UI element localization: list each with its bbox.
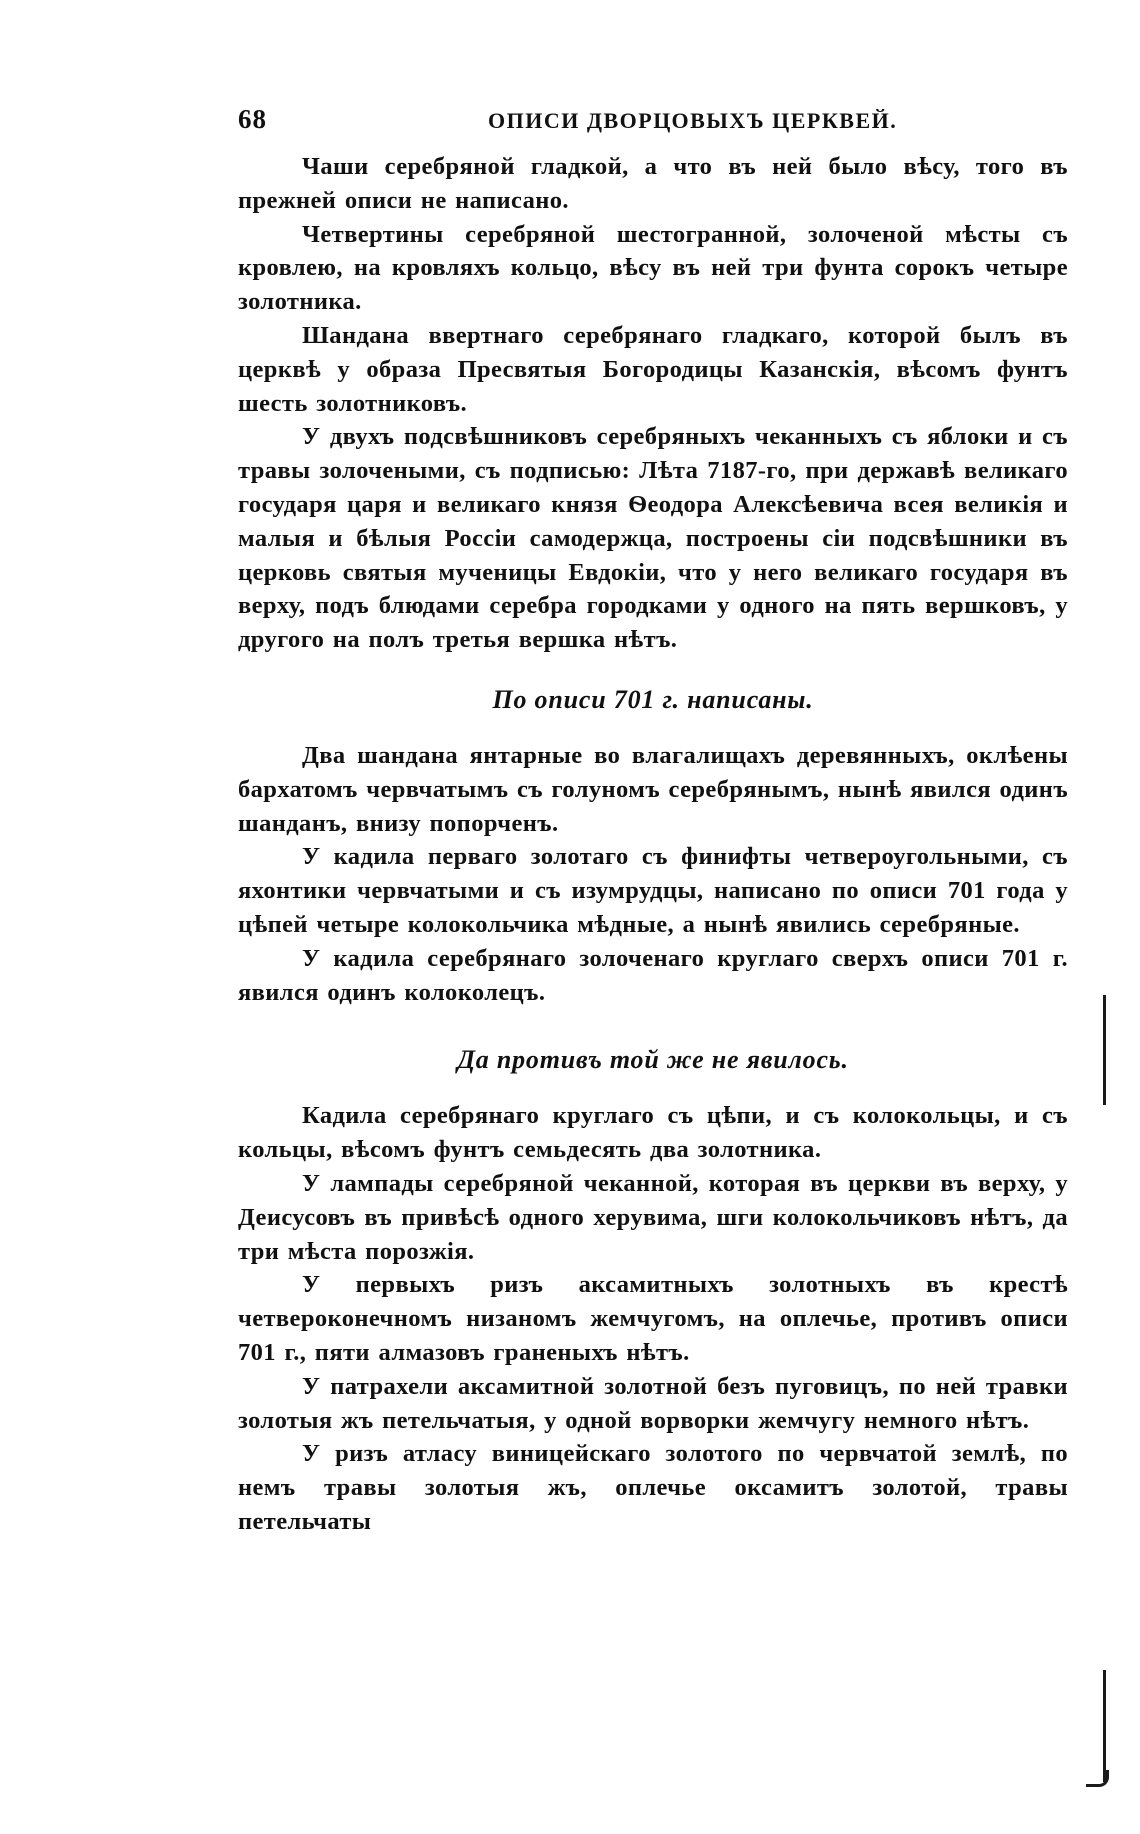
scan-edge-line (1103, 1670, 1106, 1782)
paragraph: Два шандана янтарные во влагалищахъ деревянныхъ, оклѣены бархатомъ червчатымъ съ голуномъ серебрянымъ, нынѣ явился одинъ шанданъ, внизу попорченъ. (238, 741, 1068, 837)
paragraph: У первыхъ ризъ аксамитныхъ золотныхъ въ крестѣ четвероконечномъ низаномъ жемчугомъ, на оплечье, противъ описи 701 г., пяти алмазовъ граненыхъ нѣтъ. (238, 1271, 1068, 1366)
paragraph: У кадила перваго золотаго съ финифты четвероугольными, съ яхонтики червчатыми и съ изумрудцы, написано по описи 701 года у цѣпей четыре колокольчика мѣдные, а нынѣ явились серебряные. (238, 843, 1068, 938)
section-subheading: Да противъ той же не явилось. (457, 1045, 849, 1075)
paragraph: У кадила серебрянаго золоченаго круглаго сверхъ описи 701 г. явился одинъ колоколецъ. (238, 944, 1068, 1006)
paragraph: У патрахели аксамитной золотной безъ пуговицъ, по ней травки золотыя жъ петельчатыя, у одной ворворки жемчугу немного нѣтъ. (238, 1372, 1068, 1434)
scan-edge-mark (1086, 1770, 1109, 1787)
paragraph: Чаши серебряной гладкой, а что въ ней было вѣсу, того въ прежней описи не написано. (238, 153, 1068, 214)
paragraph: Кадила серебрянаго круглаго съ цѣпи, и съ колокольцы, и съ кольцы, вѣсомъ фунтъ семьдесять два золотника. (238, 1102, 1068, 1164)
paragraph: Четвертины серебряной шестогранной, золоченой мѣсты съ кровлею, на кровляхъ кольцо, вѣсу въ ней три фунта сорокъ четыре золотника. (238, 220, 1068, 316)
paragraph: У двухъ подсвѣшниковъ серебряныхъ чеканныхъ съ яблоки и съ травы золочеными, съ подписью: Лѣта 7187-го, при державѣ великаго государя царя и великаго князя Ѳеодора Алексѣевича всея великія и малыя и бѣлыя Россіи самодержца, построены сіи подсвѣшники въ церковь святыя мученицы Евдокіи, что у него великаго государя въ верху, подъ блюдами серебра городками у одного на пять вершковъ, у другого на полъ третья вершка нѣтъ. (238, 423, 1068, 654)
page-header (238, 104, 1068, 144)
section-subheading: По описи 701 г. написаны. (492, 684, 814, 714)
paragraph: У ризъ атласу виницейскаго золотого по червчатой землѣ, по немъ травы золотыя жъ, оплечье оксамитъ золотой, травы петельчаты (238, 1440, 1068, 1535)
page-number: 68 (238, 104, 267, 134)
running-head: ОПИСИ ДВОРЦОВЫХЪ ЦЕРКВЕЙ. (488, 108, 898, 133)
scan-edge-line (1103, 995, 1106, 1105)
paragraph: У лампады серебряной чеканной, которая въ церкви въ верху, у Деисусовъ въ привѣсѣ одного херувима, шги колокольчиковъ нѣтъ, да три мѣста порозжія. (238, 1169, 1068, 1265)
paragraph: Шандана ввертнаго серебрянаго гладкаго, которой былъ въ церквѣ у образа Пресвятыя Богородицы Казанскія, вѣсомъ фунтъ шесть золотниковъ. (238, 321, 1068, 417)
body-text (238, 150, 1068, 1539)
